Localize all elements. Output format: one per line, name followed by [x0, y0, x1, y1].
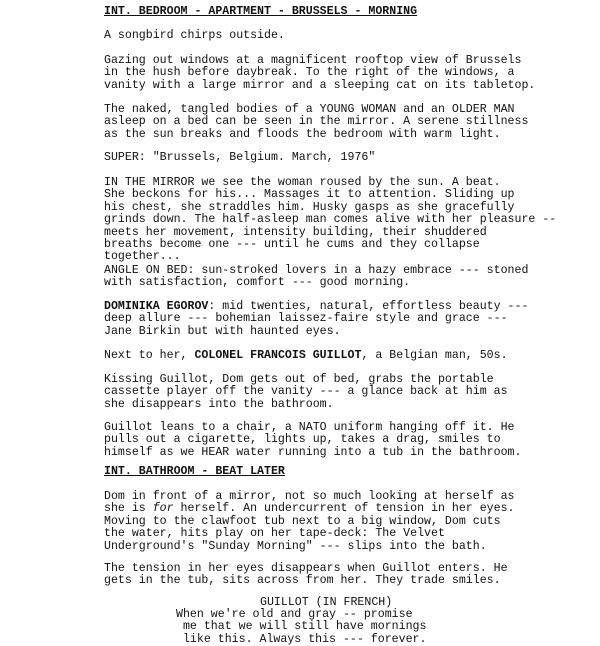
action-kissing-guillot: Kissing Guillot, Dom gets out of bed, grabs the portable cassette player off the vanity --- a glance back at him as she disappears into the bathroom.	[104, 373, 508, 411]
guillot-intro-post: , a Belgian man, 50s.	[361, 349, 508, 362]
guillot-intro-pre: Next to her,	[104, 349, 195, 362]
action-dom-mirror	[104, 491, 574, 553]
action-mirror-scene: IN THE MIRROR we see the woman roused by the sun. A beat. She beckons for his... Massages it to attention. Sliding up his chest, she straddles him. Husky gasps as she gracefully grinds down. The half-asleep man comes alive with her pleasure -- meets her movement, intensity building, their shuddered breaths become one --- until he cums and they collapse together...	[104, 176, 557, 264]
action-angle-on-bed: ANGLE ON BED: sun-stroked lovers in a hazy embrace --- stoned with satisfaction, comfort --- good morning.	[104, 264, 529, 290]
character-intro-guillot	[104, 350, 574, 362]
emphasis-for: for	[152, 502, 174, 516]
dialogue-guillot: When we're old and gray -- promise me that we will still have mornings like this. Always this --- forever.	[176, 608, 427, 646]
character-name-guillot: COLONEL FRANCOIS GUILLOT	[194, 349, 362, 362]
action-guillot-cigarette: Guillot leans to a chair, a NATO uniform hanging off it. He pulls out a cigarette, lights up, takes a drag, smiles to himself as we HEAR water running into a tub in the bathroom.	[104, 421, 522, 459]
character-name-dominika: DOMINIKA EGOROV	[104, 300, 209, 313]
dom-mirror-text-b: herself. An undercurrent of tension in her eyes. Moving to the clawfoot tub next to a big window, Dom cuts the water, hits play on her tape-deck: The Velvet Underground's "Sunday Morning" --- slips into the bath.	[104, 502, 515, 553]
action-mirror-bodies: The naked, tangled bodies of a YOUNG WOMAN and an OLDER MAN asleep on a bed can be seen in the mirror. A serene stillness as the sun breaks and floods the bedroom with warm light.	[104, 103, 529, 141]
dominika-description: : mid twenties, natural, effortless beauty --- deep allure --- bohemian laissez-faire style and grace --- Jane Birkin but with haunted eyes.	[104, 300, 529, 338]
action-songbird: A songbird chirps outside.	[104, 29, 285, 42]
scene-heading-bathroom: INT. BATHROOM - BEAT LATER	[104, 465, 285, 478]
action-rooftop-view: Gazing out windows at a magnificent rooftop view of Brussels in the hush before daybreak. To the right of the windows, a vanity with a large mirror and a sleeping cat on its tabletop.	[104, 54, 536, 92]
dom-mirror-text-a: Dom in front of a mirror, not so much looking at herself as she is	[104, 490, 515, 516]
dialogue-character-cue: GUILLOT (IN FRENCH)	[260, 596, 393, 609]
character-intro-dominika	[104, 301, 574, 338]
scene-heading-bedroom: INT. BEDROOM - APARTMENT - BRUSSELS - MORNING	[104, 5, 418, 18]
super-location-date: SUPER: "Brussels, Belgium. March, 1976"	[104, 151, 376, 164]
action-guillot-enters: The tension in her eyes disappears when Guillot enters. He gets in the tub, sits across from her. They trade smiles.	[104, 562, 508, 588]
